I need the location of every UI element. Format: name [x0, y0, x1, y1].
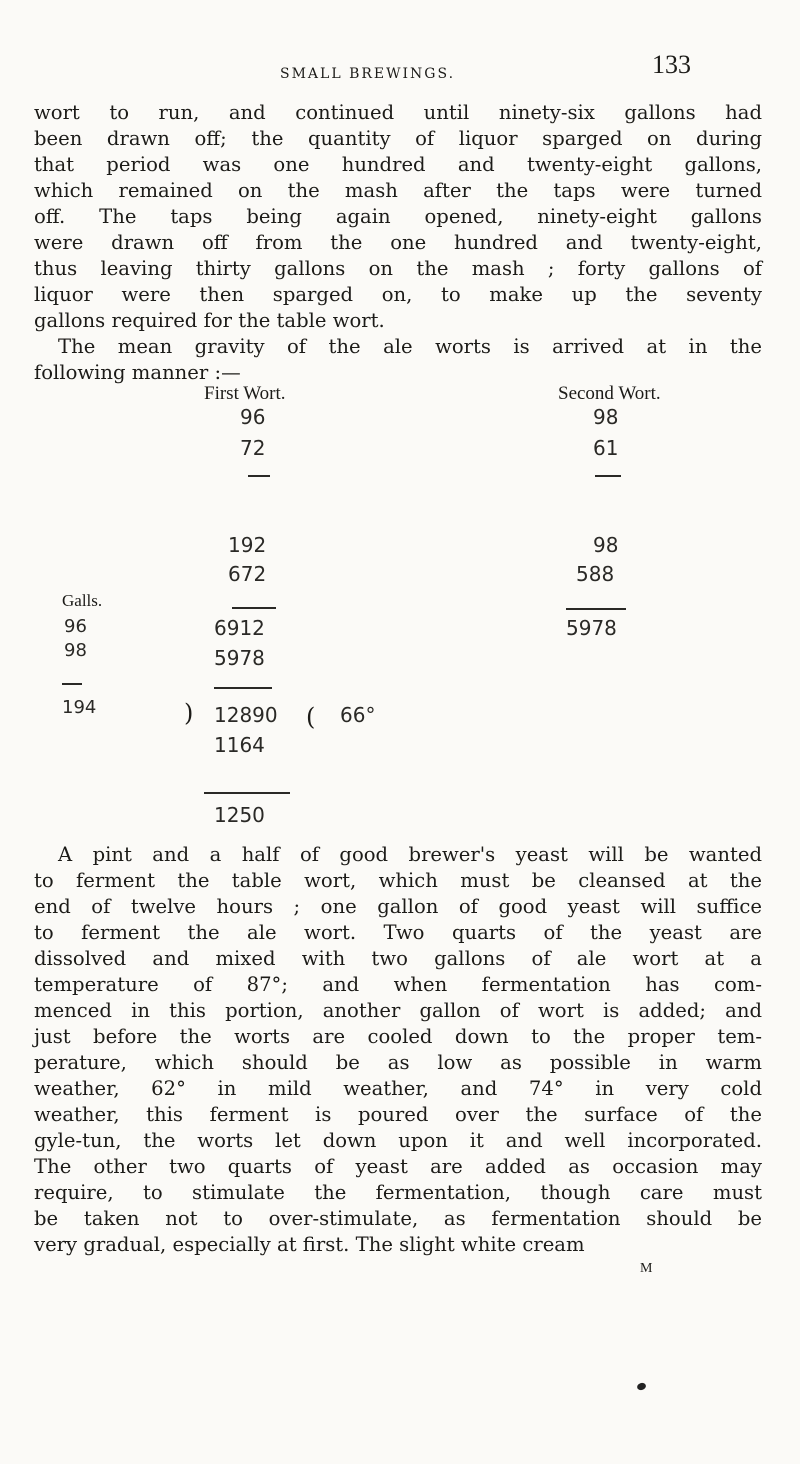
first-value: 12890: [214, 703, 278, 727]
text-line: which remained on the mash after the taps were turned: [34, 179, 762, 202]
paragraph-2: [34, 334, 762, 386]
first-value: 192: [228, 533, 267, 557]
text-line: A pint and a half of good brewer's yeast will be wanted: [58, 843, 762, 866]
text-line: weather, 62° in mild weather, and 74° in very cold: [34, 1077, 762, 1100]
text-line: gyle-tun, the worts let down upon it and well incorporated.: [34, 1129, 762, 1152]
second-value: 588: [576, 562, 615, 586]
text-line: gallons required for the table wort.: [34, 309, 385, 332]
text-line: dissolved and mixed with two gallons of ale wort at a: [34, 947, 762, 970]
first-value: 5978: [214, 646, 265, 670]
second-value: 98: [593, 533, 619, 557]
text-line: thus leaving thirty gallons on the mash ; forty gallons of: [34, 257, 762, 280]
second-value: 98: [593, 405, 619, 429]
first-value: 72: [240, 436, 266, 460]
text-line: off. The taps being again opened, ninety-eight gallons: [34, 205, 762, 228]
galls-label: Galls.: [62, 591, 103, 610]
paragraph-1: [34, 100, 762, 334]
text-line: were drawn off from the one hundred and twenty-eight,: [34, 231, 762, 254]
first-wort-label: First Wort.: [204, 383, 286, 404]
text-line: The other two quarts of yeast are added as occasion may: [34, 1155, 762, 1178]
first-value: 672: [228, 562, 267, 586]
divider: [566, 608, 626, 610]
divider: [204, 792, 290, 794]
text-line: very gradual, especially at first. The slight white cream: [34, 1233, 585, 1256]
divider: [232, 607, 276, 609]
text-line: to ferment the ale wort. Two quarts of the yeast are: [34, 921, 762, 944]
divider: [248, 475, 270, 477]
galls-value: 96: [64, 616, 87, 637]
running-head: SMALL BREWINGS.: [280, 66, 456, 82]
close-paren: ): [184, 699, 194, 727]
first-value: 6912: [214, 616, 265, 640]
first-value: 96: [240, 405, 266, 429]
text-line: be taken not to over-stimulate, as fermentation should be: [34, 1207, 762, 1230]
text-line: to ferment the table wort, which must be cleansed at the: [34, 869, 762, 892]
divider: [214, 687, 272, 689]
galls-value: 194: [62, 697, 97, 718]
text-line: that period was one hundred and twenty-eight gallons,: [34, 153, 762, 176]
result-value: 66°: [340, 703, 376, 727]
open-paren: (: [306, 703, 316, 731]
divider: [595, 475, 621, 477]
paragraph-3: [34, 842, 762, 1258]
second-wort-label: Second Wort.: [558, 383, 661, 404]
text-line: menced in this portion, another gallon of wort is added; and: [34, 999, 762, 1022]
second-value: 61: [593, 436, 619, 460]
text-line: temperature of 87°; and when fermentation has com-: [34, 973, 762, 996]
text-line: liquor were then sparged on, to make up the seventy: [34, 283, 762, 306]
first-value: 1250: [214, 803, 265, 827]
text-line: just before the worts are cooled down to the proper tem-: [34, 1025, 762, 1048]
text-line: weather, this ferment is poured over the surface of the: [34, 1103, 762, 1126]
page-number: 133: [652, 50, 691, 79]
divider: [62, 683, 82, 685]
ink-speck: [636, 1382, 647, 1392]
text-line: following manner :—: [34, 361, 241, 384]
second-value: 5978: [566, 616, 617, 640]
text-line: wort to run, and continued until ninety-six gallons had: [34, 101, 762, 124]
text-line: The mean gravity of the ale worts is arrived at in the: [58, 335, 762, 358]
text-line: perature, which should be as low as possible in warm: [34, 1051, 762, 1074]
text-line: end of twelve hours ; one gallon of good yeast will suffice: [34, 895, 762, 918]
text-line: been drawn off; the quantity of liquor sparged on during: [34, 127, 762, 150]
galls-value: 98: [64, 640, 87, 661]
first-value: 1164: [214, 733, 265, 757]
signature-mark: M: [640, 1261, 653, 1276]
text-line: require, to stimulate the fermentation, though care must: [34, 1181, 762, 1204]
